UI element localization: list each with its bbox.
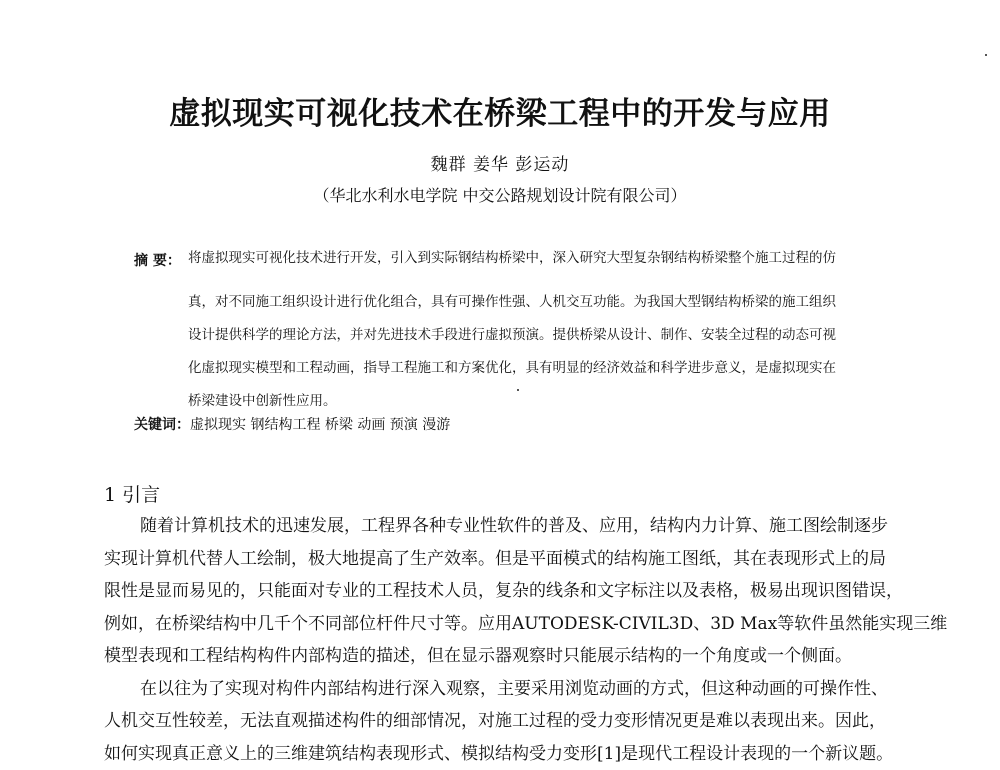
abstract-line: 化虚拟现实模型和工程动画，指导工程施工和方案优化，具有明显的经济效益和科学进步意义，是虚拟现实在: [188, 352, 918, 385]
body-line: 在以往为了实现对构件内部结构进行深入观察，主要采用浏览动画的方式，但这种动画的可操作性、: [104, 673, 924, 706]
body-line: 限性是显而易见的，只能面对专业的工程技术人员，复杂的线条和文字标注以及表格，极易出现识图错误，: [104, 575, 924, 608]
abstract-line: 将虚拟现实可视化技术进行开发，引入到实际钢结构桥梁中，深入研究大型复杂钢结构桥梁整个施工过程的仿: [188, 250, 918, 267]
keywords-label: 关键词：: [134, 417, 190, 433]
affiliation: （华北水利水电学院 中交公路规划设计院有限公司）: [0, 183, 1000, 206]
section-heading: 1 引言: [104, 480, 160, 507]
body-line: 模型表现和工程结构构件内部构造的描述，但在显示器观察时只能展示结构的一个角度或一个侧面。: [104, 640, 924, 673]
abstract-body: [188, 286, 918, 418]
abstract-line: 桥梁建设中创新性应用。: [188, 385, 918, 418]
scan-speck: [517, 389, 519, 391]
abstract-line: 真，对不同施工组织设计进行优化组合，具有可操作性强、人机交互功能。为我国大型钢结构桥梁的施工组织: [188, 286, 918, 319]
authors: 魏群 姜华 彭运动: [0, 150, 1000, 175]
body-line: 随着计算机技术的迅速发展，工程界各种专业性软件的普及、应用，结构内力计算、施工图绘制逐步: [104, 510, 924, 543]
section-body: [104, 510, 924, 770]
abstract-line: 设计提供科学的理论方法，并对先进技术手段进行虚拟预演。提供桥梁从设计、制作、安装全过程的动态可视: [188, 319, 918, 352]
body-line: 实现计算机代替人工绘制，极大地提高了生产效率。但是平面模式的结构施工图纸，其在表现形式上的局: [104, 543, 924, 576]
body-line: 例如，在桥梁结构中几千个不同部位杆件尺寸等。应用AUTODESK-CIVIL3D、3D Max等软件虽然能实现三维: [104, 608, 924, 641]
abstract-label: 摘 要：: [134, 250, 181, 270]
keywords-value: 虚拟现实 钢结构工程 桥梁 动画 预演 漫游: [190, 417, 450, 433]
scan-speck: [985, 54, 987, 56]
body-line: 如何实现真正意义上的三维建筑结构表现形式、模拟结构受力变形[1]是现代工程设计表现的一个新议题。: [104, 738, 924, 770]
keywords: [134, 414, 450, 434]
paper-title: 虚拟现实可视化技术在桥梁工程中的开发与应用: [0, 88, 1000, 133]
body-line: 人机交互性较差，无法直观描述构件的细部情况，对施工过程的受力变形情况更是难以表现出来。因此，: [104, 705, 924, 738]
